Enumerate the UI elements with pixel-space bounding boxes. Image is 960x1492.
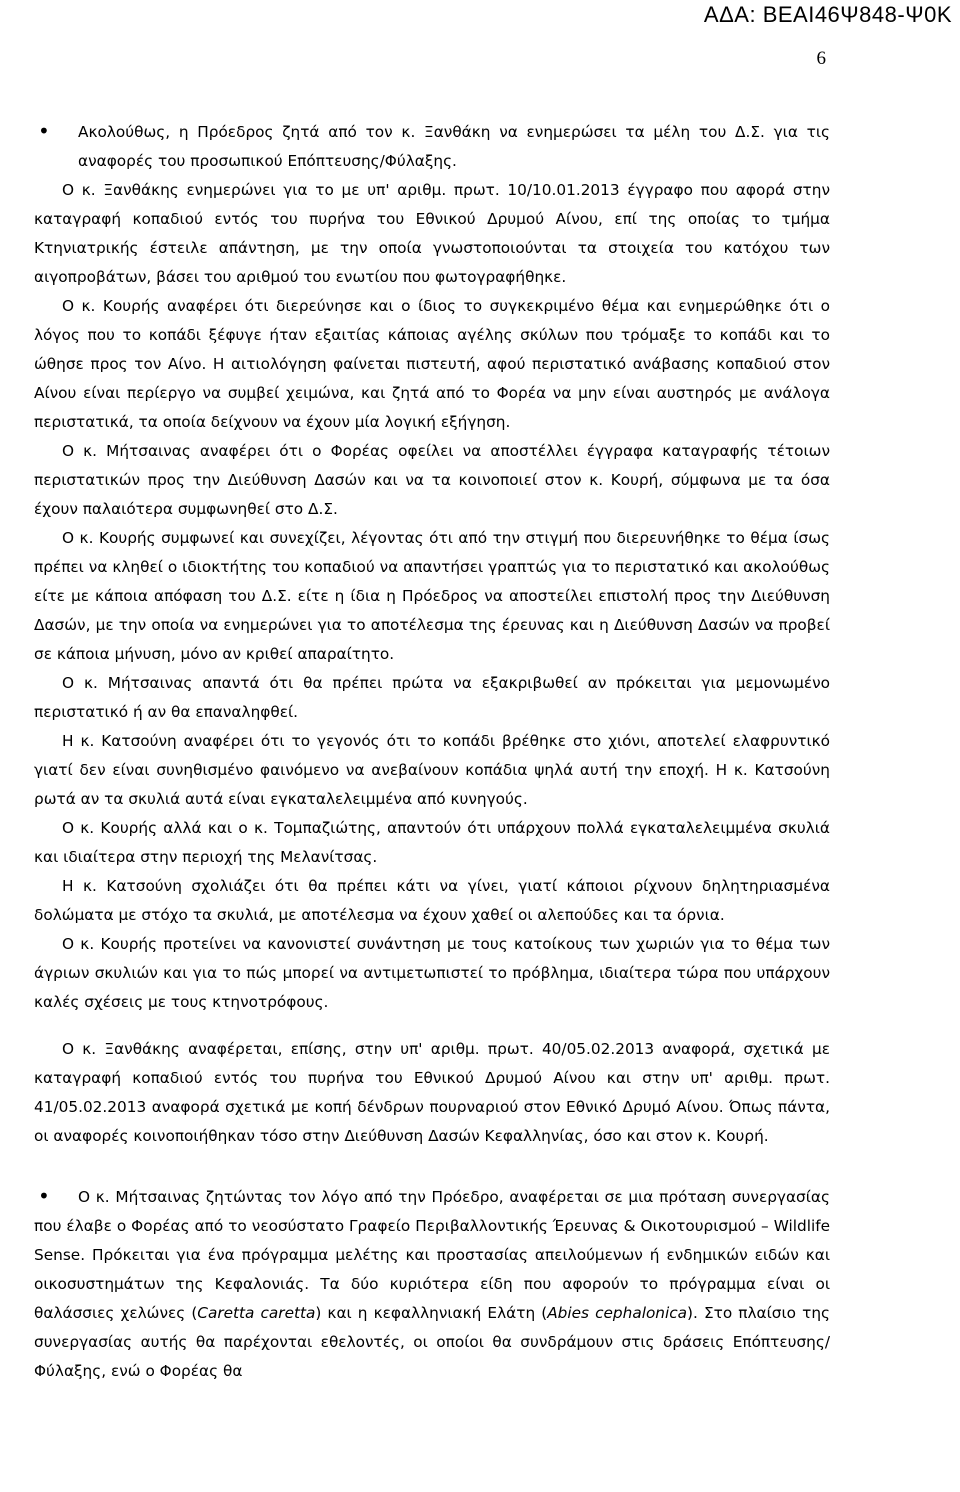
paragraph-kouris-investigation: Ο κ. Κουρής αναφέρει ότι διερεύνησε και ο ίδιος το συγκεκριμένο θέμα και ενημερώθηκε ότι ο λόγος που το κοπάδι ξέφυγε ήταν εξαιτίας κάποιας αγέλης σκύλων που τρόμαξε το κοπάδι και το ώθησε προς τον Αίνο. Η αιτιολόγηση φαίνεται πιστευτή, αφού περιστατικό ανάβασης κοπαδιού στον Αίνου είναι περίεργο να συμβεί χειμώνα, και ζητά από το Φορέα να μην είναι αυστηρός με ανάλογα περιστατικά, τα οποία δείχνουν να έχουν μία λογική εξήγηση. xyxy=(34,297,830,431)
bullet-paragraph-1 xyxy=(34,118,830,176)
paragraph-kouris-agrees: Ο κ. Κουρής συμφωνεί και συνεχίζει, λέγοντας ότι από την στιγμή που διερευνήθηκε το θέμα ίσως πρέπει να κληθεί ο ιδιοκτήτης του κοπαδιού να απαντήσει γραπτώς για το περιστατικό και ακολούθως είτε με κάποια απόφαση του Δ.Σ. είτε η ίδια η Πρόεδρος να αποστείλει επιστολή προς την Διεύθυνση Δασών, με την οποία να ενημερώνει για το αποτέλεσμα της έρευνας και η Διεύθυνση Δασών να προβεί σε κάποια μήνυση, μόνο αν κριθεί απαραίτητο. xyxy=(34,529,830,663)
document-body xyxy=(34,118,830,1386)
bullet-paragraph-2 xyxy=(34,1183,830,1386)
ada-code: ΑΔΑ: ΒΕΑΙ46Ψ848-Ψ0Κ xyxy=(703,2,952,27)
page-number: 6 xyxy=(816,48,826,69)
bullet-icon: • xyxy=(38,1184,50,1208)
paragraph-abandoned-dogs: Ο κ. Κουρής αλλά και ο κ. Τομπαζιώτης, απαντούν ότι υπάρχουν πολλά εγκαταλελειμμένα σκυλιά και ιδιαίτερα στην περιοχή της Μελανίτσας. xyxy=(34,819,830,866)
paragraph-text: Ο κ. Μήτσαινας ζητώντας τον λόγο από την Πρόεδρο, αναφέρεται σε μια πρόταση συνεργασίας που έλαβε ο Φορέας από το νεοσύστατο Γραφείο Περιβαλλοντικής Έρευνας & Οικοτουρισμού – Wildlife Sense. Πρόκειται για ένα πρόγραμμα μελέτης και προστασίας απειλούμενων ή ενδημικών ειδών και οικοσυστημάτων της Κεφαλονιάς. Τα δύο κυριότερα είδη που αφορούν το πρόγραμμα είναι οι θαλάσσιες χελώνες (Caretta caretta) και η κεφαλληνιακή Ελάτη (Abies cephalonica). Στο πλαίσιο της συνεργασίας αυτής θα παρέχονται εθελοντές, οι οποίοι θα συνδράμουν στις δράσεις Επόπτευσης/Φύλαξης, ενώ ο Φορέας θα xyxy=(34,1188,831,1380)
paragraph-mitsainas-obligation: Ο κ. Μήτσαινας αναφέρει ότι ο Φορέας οφείλει να αποστέλλει έγγραφα καταγραφής τέτοιων περιστατικών προς την Διεύθυνση Δασών και να τα κοινοποιεί στον κ. Κουρή, σύμφωνα με τα όσα έχουν παλαιότερα συμφωνηθεί στο Δ.Σ. xyxy=(34,442,830,518)
paragraph-further-reports: Ο κ. Ξανθάκης αναφέρεται, επίσης, στην υπ' αριθμ. πρωτ. 40/05.02.2013 αναφορά, σχετικά με καταγραφή κοπαδιού εντός του πυρήνα του Εθνικού Δρυμού Αίνου και στην υπ' αριθμ. πρωτ. 41/05.02.2013 αναφορά σχετικά με κοπή δένδρων πουρναριού στον Εθνικό Δρυμό Αίνου. Όπως πάντα, οι αναφορές κοινοποιήθηκαν τόσο στην Διεύθυνση Δασών Κεφαλληνίας, όσο και στον κ. Κουρή. xyxy=(34,1040,830,1145)
paragraph-text: Ακολούθως, η Πρόεδρος ζητά από τον κ. Ξανθάκη να ενημερώσει τα μέλη του Δ.Σ. για τις αναφορές του προσωπικού Επόπτευσης/Φύλαξης. xyxy=(78,123,830,170)
paragraph-xanthakis-report: Ο κ. Ξανθάκης ενημερώνει για το με υπ' αριθμ. πρωτ. 10/10.01.2013 έγγραφο που αφορά στην καταγραφή κοπαδιού εντός του πυρήνα του Εθνικού Δρυμού Αίνου, επί της οποίας το τμήμα Κτηνιατρικής έστειλε απάντηση, με την οποία γνωστοποιούνται τα στοιχεία του κατόχου των αιγοπροβάτων, βάσει του αριθμού του ενωτίου που φωτογραφήθηκε. xyxy=(34,181,830,286)
paragraph-katsouni-snow: Η κ. Κατσούνη αναφέρει ότι το γεγονός ότι το κοπάδι βρέθηκε στο χιόνι, αποτελεί ελαφρυντικό γιατί δεν είναι συνηθισμένο φαινόμενο να ανεβαίνουν κοπάδια ψηλά αυτή την εποχή. Η κ. Κατσούνη ρωτά αν τα σκυλιά αυτά είναι εγκαταλελειμμένα από κυνηγούς. xyxy=(34,732,830,808)
paragraph-mitsainas-answers: Ο κ. Μήτσαινας απαντά ότι θα πρέπει πρώτα να εξακριβωθεί αν πρόκειται για μεμονωμένο περιστατικό ή αν θα επαναληφθεί. xyxy=(34,674,830,721)
bullet-icon: • xyxy=(38,119,50,143)
paragraph-meeting-proposal: Ο κ. Κουρής προτείνει να κανονιστεί συνάντηση με τους κατοίκους των χωριών για το θέμα των άγριων σκυλιών και για το πώς μπορεί να αντιμετωπιστεί το πρόβλημα, ιδιαίτερα τώρα που υπάρχουν καλές σχέσεις με τους κτηνοτρόφους. xyxy=(34,935,830,1011)
paragraph-poisoned-baits: Η κ. Κατσούνη σχολιάζει ότι θα πρέπει κάτι να γίνει, γιατί κάποιοι ρίχνουν δηλητηριασμένα δολώματα με στόχο τα σκυλιά, με αποτέλεσμα να έχουν χαθεί οι αλεπούδες και τα όρνια. xyxy=(34,877,830,924)
